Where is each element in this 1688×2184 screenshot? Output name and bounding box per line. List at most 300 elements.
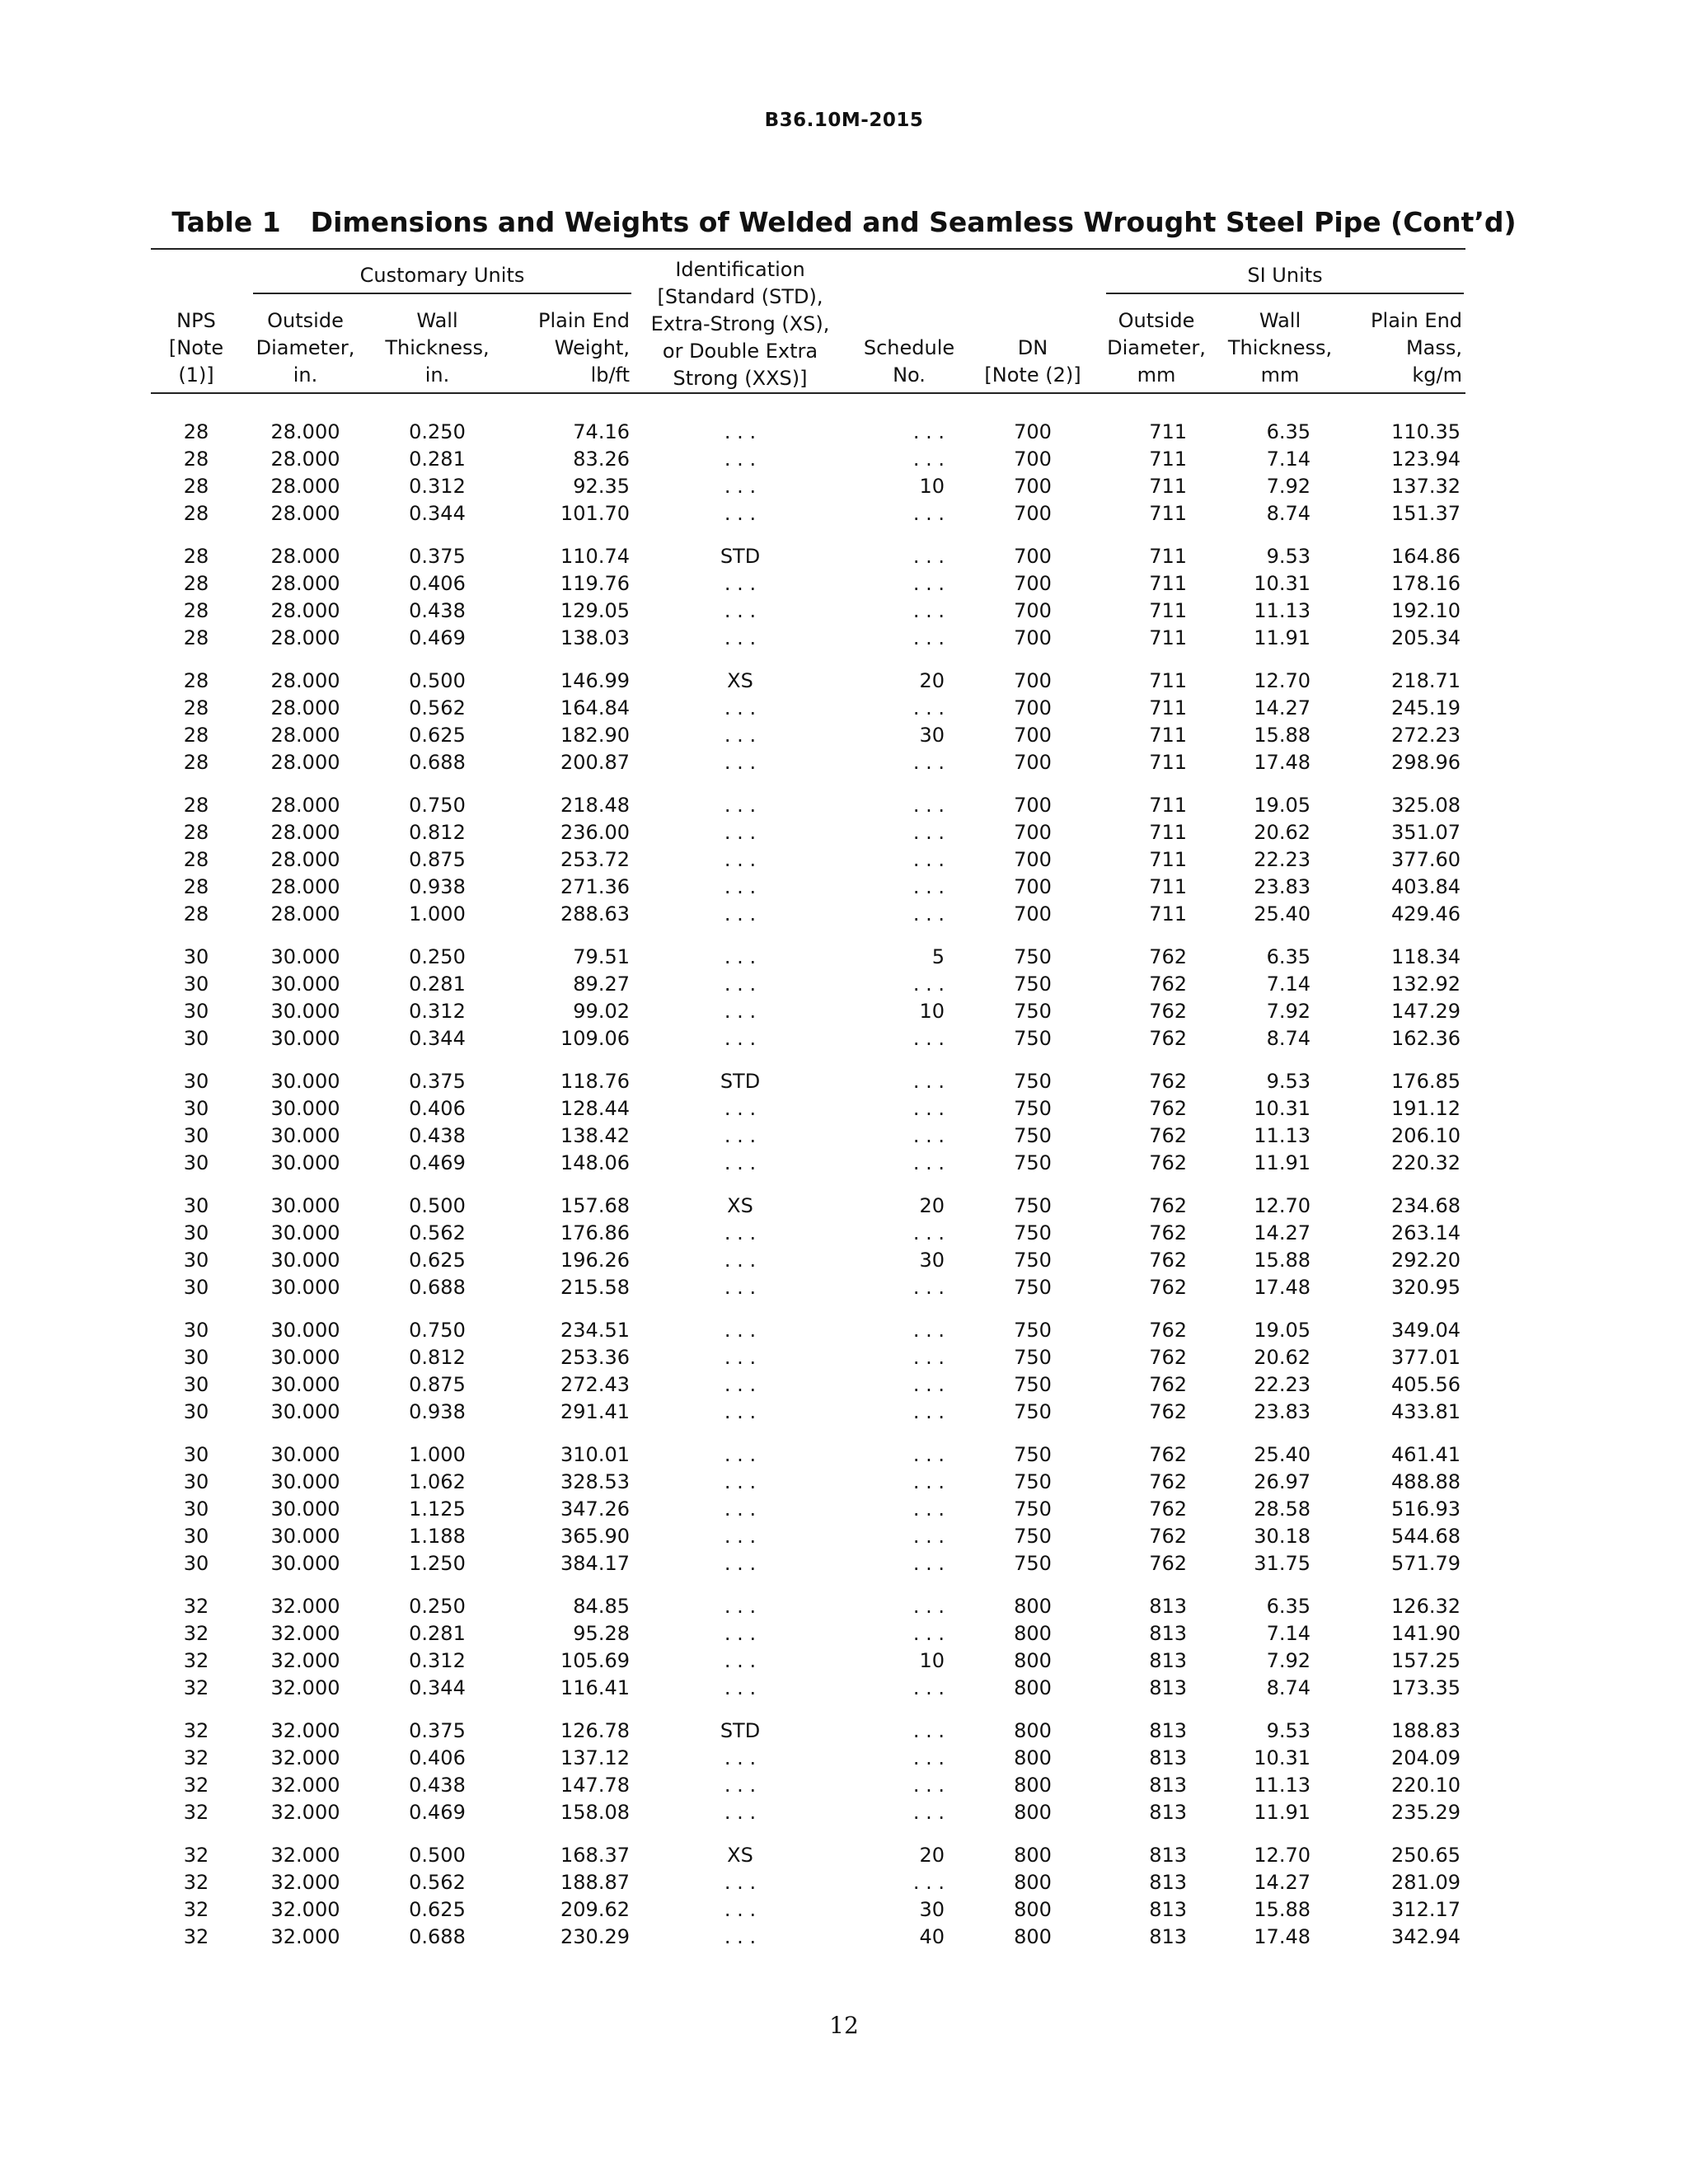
weight-cell: 116.41 xyxy=(560,1676,630,1699)
wt-mm-cell: 14.27 xyxy=(1254,1871,1311,1894)
schedule-cell: . . . xyxy=(912,794,945,817)
dn-cell: 750 xyxy=(1014,1497,1052,1521)
nps-cell: 30 xyxy=(183,1124,209,1147)
mass-cell: 118.34 xyxy=(1391,945,1461,968)
wt-in-cell: 0.812 xyxy=(409,821,466,844)
weight-cell: 158.08 xyxy=(560,1801,630,1824)
identification-cell: . . . xyxy=(724,751,757,774)
od-mm-cell: 813 xyxy=(1149,1844,1187,1867)
identification-cell: . . . xyxy=(724,724,757,747)
od-in-cell: 28.000 xyxy=(270,475,340,498)
schedule-cell: . . . xyxy=(912,1346,945,1369)
table-row xyxy=(151,1924,1465,1951)
dn-cell: 750 xyxy=(1014,1400,1052,1423)
wt-mm-header-line: Thickness, xyxy=(1227,336,1333,359)
nps-cell: 32 xyxy=(183,1774,209,1797)
od-mm-cell: 762 xyxy=(1149,945,1187,968)
dn-cell: 750 xyxy=(1014,1194,1052,1217)
weight-cell: 138.03 xyxy=(560,626,630,649)
identification-cell: . . . xyxy=(724,848,757,871)
nps-cell: 32 xyxy=(183,1649,209,1672)
nps-cell: 30 xyxy=(183,1346,209,1369)
od-in-cell: 28.000 xyxy=(270,420,340,443)
nps-cell: 30 xyxy=(183,1470,209,1493)
od-in-cell: 30.000 xyxy=(270,1249,340,1272)
identification-cell: . . . xyxy=(724,1497,757,1521)
weight-cell: 288.63 xyxy=(560,902,630,926)
od-in-header-line: in. xyxy=(293,363,318,387)
nps-cell: 28 xyxy=(183,902,209,926)
mass-cell: 164.86 xyxy=(1391,545,1461,568)
wt-in-cell: 0.281 xyxy=(409,448,466,471)
nps-cell: 28 xyxy=(183,448,209,471)
od-mm-cell: 762 xyxy=(1149,1194,1187,1217)
od-mm-cell: 762 xyxy=(1149,1443,1187,1466)
wt-in-cell: 0.688 xyxy=(409,1925,466,1948)
od-mm-header-line: Outside xyxy=(1118,309,1195,332)
od-mm-cell: 711 xyxy=(1149,794,1187,817)
nps-header-line: [Note (1)] xyxy=(168,336,224,387)
wt-mm-cell: 8.74 xyxy=(1266,1027,1311,1050)
weight-cell: 272.43 xyxy=(560,1373,630,1396)
dn-cell: 750 xyxy=(1014,1470,1052,1493)
table-row xyxy=(151,1675,1465,1702)
od-in-cell: 28.000 xyxy=(270,502,340,525)
od-in-cell: 30.000 xyxy=(270,1027,340,1050)
table-number: Table 1 xyxy=(171,206,281,238)
nps-cell: 30 xyxy=(183,1000,209,1023)
weight-cell: 109.06 xyxy=(560,1027,630,1050)
schedule-cell: . . . xyxy=(912,902,945,926)
table-row xyxy=(151,1177,1465,1220)
wt-in-cell: 0.250 xyxy=(409,1595,466,1618)
mass-cell: 281.09 xyxy=(1391,1871,1461,1894)
schedule-cell: 20 xyxy=(919,1194,945,1217)
weight-cell: 230.29 xyxy=(560,1925,630,1948)
schedule-cell: . . . xyxy=(912,875,945,898)
identification-cell: . . . xyxy=(724,1027,757,1050)
weight-header-line: Weight, xyxy=(554,336,630,359)
schedule-cell: . . . xyxy=(912,448,945,471)
dn-cell: 750 xyxy=(1014,1151,1052,1174)
od-in-cell: 32.000 xyxy=(270,1925,340,1948)
mass-header-line: Plain End xyxy=(1371,309,1463,332)
mass-cell: 188.83 xyxy=(1391,1719,1461,1742)
wt-in-cell: 0.469 xyxy=(409,626,466,649)
od-mm-cell: 813 xyxy=(1149,1649,1187,1672)
od-in-cell: 30.000 xyxy=(270,1470,340,1493)
weight-cell: 200.87 xyxy=(560,751,630,774)
od-in-cell: 30.000 xyxy=(270,1552,340,1575)
od-in-cell: 32.000 xyxy=(270,1595,340,1618)
wt-mm-header xyxy=(1218,294,1342,393)
table-row xyxy=(151,1220,1465,1247)
identification-cell: . . . xyxy=(724,1443,757,1466)
identification-cell: . . . xyxy=(724,821,757,844)
od-mm-cell: 711 xyxy=(1149,696,1187,719)
od-in-cell: 28.000 xyxy=(270,626,340,649)
wt-mm-cell: 20.62 xyxy=(1254,1346,1311,1369)
weight-cell: 168.37 xyxy=(560,1844,630,1867)
od-mm-cell: 762 xyxy=(1149,1497,1187,1521)
dn-cell: 750 xyxy=(1014,1097,1052,1120)
nps-cell: 32 xyxy=(183,1898,209,1921)
identification-cell: . . . xyxy=(724,1552,757,1575)
table-row xyxy=(151,1122,1465,1150)
od-mm-header-line: mm xyxy=(1137,363,1176,387)
od-in-cell: 30.000 xyxy=(270,945,340,968)
dn-cell: 700 xyxy=(1014,502,1052,525)
schedule-cell: . . . xyxy=(912,696,945,719)
schedule-cell: 10 xyxy=(919,1649,945,1672)
weight-cell: 209.62 xyxy=(560,1898,630,1921)
nps-cell: 28 xyxy=(183,572,209,595)
schedule-header xyxy=(847,294,971,393)
dn-cell: 700 xyxy=(1014,902,1052,926)
od-mm-cell: 762 xyxy=(1149,1319,1187,1342)
dn-cell: 800 xyxy=(1014,1649,1052,1672)
wt-in-cell: 0.312 xyxy=(409,475,466,498)
schedule-cell: . . . xyxy=(912,1746,945,1769)
mass-cell: 157.25 xyxy=(1391,1649,1461,1672)
schedule-cell: . . . xyxy=(912,972,945,996)
wt-in-cell: 0.625 xyxy=(409,724,466,747)
table-row xyxy=(151,819,1465,846)
identification-cell: . . . xyxy=(724,1221,757,1244)
wt-mm-cell: 31.75 xyxy=(1254,1552,1311,1575)
nps-cell: 28 xyxy=(183,794,209,817)
weight-cell: 215.58 xyxy=(560,1276,630,1299)
wt-mm-cell: 14.27 xyxy=(1254,1221,1311,1244)
identification-cell: XS xyxy=(727,1844,753,1867)
wt-in-header xyxy=(369,294,505,393)
schedule-cell: 10 xyxy=(919,475,945,498)
schedule-cell: 5 xyxy=(931,945,945,968)
schedule-cell: 40 xyxy=(919,1925,945,1948)
schedule-cell: . . . xyxy=(912,1595,945,1618)
table-row xyxy=(151,901,1465,928)
dn-cell: 700 xyxy=(1014,420,1052,443)
wt-in-cell: 0.438 xyxy=(409,1774,466,1797)
mass-cell: 433.81 xyxy=(1391,1400,1461,1423)
wt-mm-cell: 15.88 xyxy=(1254,1249,1311,1272)
wt-mm-cell: 8.74 xyxy=(1266,1676,1311,1699)
identification-cell: . . . xyxy=(724,502,757,525)
od-mm-cell: 762 xyxy=(1149,1151,1187,1174)
od-in-cell: 32.000 xyxy=(270,1649,340,1672)
nps-cell: 30 xyxy=(183,1319,209,1342)
document-id: B36.10M-2015 xyxy=(764,110,924,131)
wt-in-cell: 0.281 xyxy=(409,972,466,996)
schedule-cell: . . . xyxy=(912,1774,945,1797)
od-mm-cell: 711 xyxy=(1149,626,1187,649)
weight-cell: 234.51 xyxy=(560,1319,630,1342)
dn-cell: 750 xyxy=(1014,1552,1052,1575)
weight-cell: 83.26 xyxy=(573,448,630,471)
mass-cell: 141.90 xyxy=(1391,1622,1461,1645)
weight-cell: 118.76 xyxy=(560,1070,630,1093)
nps-cell: 30 xyxy=(183,1400,209,1423)
od-in-cell: 30.000 xyxy=(270,1346,340,1369)
table-row xyxy=(151,1550,1465,1577)
mass-cell: 488.88 xyxy=(1391,1470,1461,1493)
table-row xyxy=(151,1399,1465,1426)
dn-cell: 750 xyxy=(1014,1346,1052,1369)
wt-in-cell: 0.438 xyxy=(409,599,466,622)
table-row xyxy=(151,1052,1465,1095)
nps-cell: 32 xyxy=(183,1746,209,1769)
nps-cell: 32 xyxy=(183,1622,209,1645)
dn-cell: 800 xyxy=(1014,1925,1052,1948)
wt-in-cell: 0.344 xyxy=(409,1676,466,1699)
weight-cell: 253.36 xyxy=(560,1346,630,1369)
nps-cell: 30 xyxy=(183,1249,209,1272)
od-in-cell: 30.000 xyxy=(270,1400,340,1423)
table-row xyxy=(151,652,1465,695)
weight-cell: 101.70 xyxy=(560,502,630,525)
dn-cell: 700 xyxy=(1014,821,1052,844)
table-row xyxy=(151,527,1465,570)
wt-in-cell: 0.562 xyxy=(409,1871,466,1894)
identification-cell: . . . xyxy=(724,1871,757,1894)
identification-cell: . . . xyxy=(724,1676,757,1699)
schedule-cell: . . . xyxy=(912,1097,945,1120)
table-row xyxy=(151,776,1465,819)
weight-cell: 105.69 xyxy=(560,1649,630,1672)
nps-cell: 30 xyxy=(183,1027,209,1050)
wt-in-cell: 0.938 xyxy=(409,1400,466,1423)
mass-cell: 178.16 xyxy=(1391,572,1461,595)
pipe-dimensions-table-container xyxy=(151,248,1465,1951)
mass-cell: 191.12 xyxy=(1391,1097,1461,1120)
nps-cell: 30 xyxy=(183,972,209,996)
table-row xyxy=(151,500,1465,527)
schedule-cell: . . . xyxy=(912,1871,945,1894)
weight-cell: 119.76 xyxy=(560,572,630,595)
mass-cell: 461.41 xyxy=(1391,1443,1461,1466)
wt-in-cell: 0.250 xyxy=(409,420,466,443)
schedule-cell: . . . xyxy=(912,751,945,774)
weight-cell: 365.90 xyxy=(560,1525,630,1548)
wt-in-cell: 0.250 xyxy=(409,945,466,968)
schedule-cell: . . . xyxy=(912,599,945,622)
wt-in-cell: 0.344 xyxy=(409,1027,466,1050)
mass-cell: 403.84 xyxy=(1391,875,1461,898)
mass-cell: 220.10 xyxy=(1391,1774,1461,1797)
nps-cell: 28 xyxy=(183,626,209,649)
table-row xyxy=(151,473,1465,500)
dn-cell: 750 xyxy=(1014,1373,1052,1396)
identification-cell: . . . xyxy=(724,1151,757,1174)
schedule-cell: . . . xyxy=(912,1443,945,1466)
schedule-cell: . . . xyxy=(912,420,945,443)
dn-cell: 800 xyxy=(1014,1676,1052,1699)
table-row xyxy=(151,1772,1465,1799)
mass-cell: 320.95 xyxy=(1391,1276,1461,1299)
schedule-header-line: Schedule xyxy=(863,336,955,359)
od-mm-cell: 762 xyxy=(1149,1400,1187,1423)
od-mm-cell: 711 xyxy=(1149,475,1187,498)
nps-cell: 32 xyxy=(183,1871,209,1894)
table-row xyxy=(151,598,1465,625)
wt-in-cell: 0.562 xyxy=(409,696,466,719)
dn-cell: 750 xyxy=(1014,1525,1052,1548)
weight-cell: 126.78 xyxy=(560,1719,630,1742)
weight-cell: 218.48 xyxy=(560,794,630,817)
wt-mm-cell: 6.35 xyxy=(1266,420,1311,443)
wt-mm-cell: 12.70 xyxy=(1254,1194,1311,1217)
od-mm-cell: 711 xyxy=(1149,751,1187,774)
table-row xyxy=(151,1869,1465,1896)
od-mm-cell: 711 xyxy=(1149,821,1187,844)
wt-in-cell: 1.000 xyxy=(409,1443,466,1466)
identification-cell: . . . xyxy=(724,945,757,968)
wt-mm-cell: 15.88 xyxy=(1254,1898,1311,1921)
nps-cell: 28 xyxy=(183,669,209,692)
mass-cell: 245.19 xyxy=(1391,696,1461,719)
schedule-cell: . . . xyxy=(912,821,945,844)
schedule-cell: . . . xyxy=(912,1622,945,1645)
wt-in-cell: 0.625 xyxy=(409,1898,466,1921)
od-mm-cell: 711 xyxy=(1149,875,1187,898)
weight-cell: 146.99 xyxy=(560,669,630,692)
od-mm-cell: 762 xyxy=(1149,972,1187,996)
identification-header-line: Extra-Strong (XS), xyxy=(650,312,830,335)
wt-in-cell: 0.688 xyxy=(409,751,466,774)
nps-cell: 30 xyxy=(183,1373,209,1396)
mass-cell: 377.60 xyxy=(1391,848,1461,871)
od-in-cell: 28.000 xyxy=(270,875,340,898)
mass-cell: 516.93 xyxy=(1391,1497,1461,1521)
weight-cell: 188.87 xyxy=(560,1871,630,1894)
wt-in-header-line: Thickness, xyxy=(385,336,490,359)
schedule-cell: . . . xyxy=(912,1525,945,1548)
identification-cell: . . . xyxy=(724,1400,757,1423)
schedule-cell: 20 xyxy=(919,669,945,692)
identification-cell: . . . xyxy=(724,1525,757,1548)
identification-cell: . . . xyxy=(724,1346,757,1369)
table-row xyxy=(151,1523,1465,1550)
od-in-cell: 28.000 xyxy=(270,599,340,622)
od-mm-cell: 813 xyxy=(1149,1774,1187,1797)
identification-cell: . . . xyxy=(724,1249,757,1272)
identification-cell: . . . xyxy=(724,1000,757,1023)
weight-cell: 89.27 xyxy=(573,972,630,996)
wt-mm-cell: 22.23 xyxy=(1254,848,1311,871)
dn-cell: 750 xyxy=(1014,1000,1052,1023)
mass-cell: 162.36 xyxy=(1391,1027,1461,1050)
nps-cell: 30 xyxy=(183,1276,209,1299)
wt-in-cell: 1.250 xyxy=(409,1552,466,1575)
od-mm-cell: 762 xyxy=(1149,1552,1187,1575)
mass-cell: 220.32 xyxy=(1391,1151,1461,1174)
dn-cell: 800 xyxy=(1014,1871,1052,1894)
dn-cell: 700 xyxy=(1014,794,1052,817)
od-mm-cell: 711 xyxy=(1149,848,1187,871)
od-in-cell: 30.000 xyxy=(270,1221,340,1244)
table-row xyxy=(151,722,1465,749)
weight-cell: 74.16 xyxy=(573,420,630,443)
od-in-cell: 28.000 xyxy=(270,724,340,747)
schedule-cell: . . . xyxy=(912,502,945,525)
wt-in-cell: 0.375 xyxy=(409,1719,466,1742)
identification-cell: . . . xyxy=(724,1898,757,1921)
weight-header xyxy=(505,294,633,393)
dn-cell: 750 xyxy=(1014,1027,1052,1050)
table-row xyxy=(151,1826,1465,1869)
wt-mm-cell: 17.48 xyxy=(1254,1925,1311,1948)
weight-cell: 129.05 xyxy=(560,599,630,622)
nps-cell: 30 xyxy=(183,1151,209,1174)
mass-header-line: Mass, xyxy=(1405,336,1463,359)
identification-header xyxy=(633,249,847,393)
nps-cell: 28 xyxy=(183,420,209,443)
mass-cell: 206.10 xyxy=(1391,1124,1461,1147)
mass-cell: 192.10 xyxy=(1391,599,1461,622)
od-mm-cell: 762 xyxy=(1149,1124,1187,1147)
dn-cell: 750 xyxy=(1014,972,1052,996)
mass-cell: 123.94 xyxy=(1391,448,1461,471)
wt-in-cell: 0.406 xyxy=(409,572,466,595)
nps-cell: 30 xyxy=(183,1443,209,1466)
dn-cell: 700 xyxy=(1014,475,1052,498)
od-in-cell: 32.000 xyxy=(270,1746,340,1769)
nps-cell: 28 xyxy=(183,875,209,898)
od-in-cell: 28.000 xyxy=(270,902,340,926)
identification-cell: . . . xyxy=(724,1276,757,1299)
wt-mm-cell: 11.13 xyxy=(1254,599,1311,622)
nps-cell: 30 xyxy=(183,1070,209,1093)
table-row xyxy=(151,446,1465,473)
od-in-cell: 30.000 xyxy=(270,1276,340,1299)
wt-mm-cell: 10.31 xyxy=(1254,1746,1311,1769)
od-in-cell: 30.000 xyxy=(270,1000,340,1023)
wt-in-cell: 1.188 xyxy=(409,1525,466,1548)
wt-mm-cell: 10.31 xyxy=(1254,1097,1311,1120)
table-row xyxy=(151,393,1465,446)
weight-cell: 110.74 xyxy=(560,545,630,568)
nps-cell: 30 xyxy=(183,945,209,968)
identification-cell: . . . xyxy=(724,1774,757,1797)
od-in-cell: 32.000 xyxy=(270,1676,340,1699)
wt-in-cell: 0.750 xyxy=(409,794,466,817)
mass-cell: 235.29 xyxy=(1391,1801,1461,1824)
nps-cell: 28 xyxy=(183,599,209,622)
od-in-cell: 28.000 xyxy=(270,794,340,817)
dn-cell: 800 xyxy=(1014,1898,1052,1921)
table-row xyxy=(151,1577,1465,1620)
od-in-cell: 32.000 xyxy=(270,1844,340,1867)
od-mm-cell: 711 xyxy=(1149,724,1187,747)
nps-cell: 28 xyxy=(183,502,209,525)
wt-mm-cell: 9.53 xyxy=(1266,1070,1311,1093)
wt-mm-cell: 11.91 xyxy=(1254,1801,1311,1824)
dn-cell: 750 xyxy=(1014,945,1052,968)
od-mm-cell: 762 xyxy=(1149,1249,1187,1272)
weight-cell: 137.12 xyxy=(560,1746,630,1769)
od-in-cell: 28.000 xyxy=(270,572,340,595)
wt-in-cell: 0.875 xyxy=(409,1373,466,1396)
dn-cell: 800 xyxy=(1014,1719,1052,1742)
wt-in-cell: 0.625 xyxy=(409,1249,466,1272)
od-in-header-line: Outside xyxy=(267,309,344,332)
mass-cell: 272.23 xyxy=(1391,724,1461,747)
wt-mm-cell: 7.14 xyxy=(1266,972,1311,996)
nps-cell: 32 xyxy=(183,1719,209,1742)
table-row xyxy=(151,1620,1465,1647)
weight-cell: 291.41 xyxy=(560,1400,630,1423)
table-row xyxy=(151,1025,1465,1052)
